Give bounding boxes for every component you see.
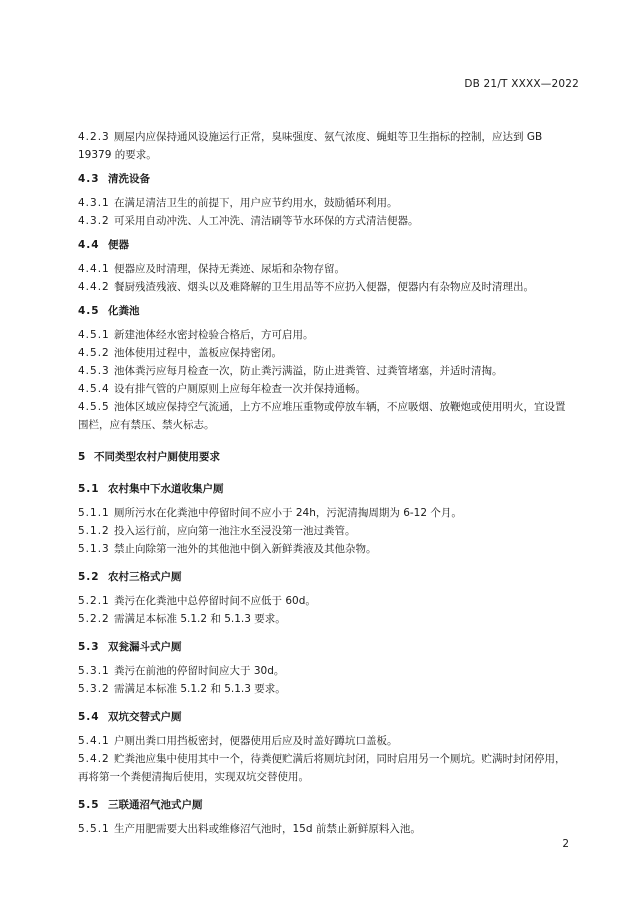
clause-text: 在满足清洁卫生的前提下，用户应节约用水，鼓励循环利用。 (114, 197, 398, 209)
clause-4-4-1 (78, 260, 573, 278)
section-title: 农村三格式户厕 (108, 571, 182, 583)
section-title: 化粪池 (108, 305, 140, 317)
section-number: 4.4 (78, 239, 100, 251)
section-number: 5.1 (78, 483, 100, 495)
clause-text: 需满足本标准 5.1.2 和 5.1.3 要求。 (114, 683, 286, 695)
clause-5-4-2 (78, 750, 573, 786)
clause-5-4-1 (78, 732, 573, 750)
clause-number: 5.2.1 (78, 595, 110, 607)
clause-text: 厕所污水在化粪池中停留时间不应小于 24h，污泥清掏周期为 6-12 个月。 (114, 507, 462, 519)
clause-number: 4.3.1 (78, 197, 110, 209)
clause-number: 5.1.1 (78, 507, 110, 519)
section-title: 双瓮漏斗式户厕 (108, 641, 182, 653)
clause-text: 可采用自动冲洗、人工冲洗、清洁刷等节水环保的方式清洁便器。 (114, 215, 419, 227)
section-5-5-heading (78, 796, 573, 814)
chapter-5-heading (78, 448, 573, 466)
clause-number: 5.4.1 (78, 735, 110, 747)
section-number: 4.3 (78, 173, 100, 185)
clause-number: 4.5.2 (78, 347, 110, 359)
clause-number: 4.5.1 (78, 329, 110, 341)
clause-number: 5.1.3 (78, 543, 110, 555)
section-title: 双坑交替式户厕 (108, 711, 182, 723)
clause-text: 需满足本标准 5.1.2 和 5.1.3 要求。 (114, 613, 286, 625)
clause-4-5-4 (78, 380, 573, 398)
clause-4-5-2 (78, 344, 573, 362)
section-title: 便器 (108, 239, 129, 251)
section-5-4-heading (78, 708, 573, 726)
clause-text: 池体使用过程中，盖板应保持密闭。 (114, 347, 282, 359)
section-5-1-heading (78, 480, 573, 498)
clause-number: 5.4.2 (78, 753, 110, 765)
clause-5-2-1 (78, 592, 573, 610)
clause-number: 5.2.2 (78, 613, 110, 625)
section-number: 5.4 (78, 711, 100, 723)
section-title: 三联通沼气池式户厕 (108, 799, 203, 811)
clause-5-1-3 (78, 540, 573, 558)
clause-text: 餐厨残渣残液、烟头以及难降解的卫生用品等不应扔入便器，便器内有杂物应及时清理出。 (114, 281, 534, 293)
section-number: 5.2 (78, 571, 100, 583)
clause-4-5-1 (78, 326, 573, 344)
section-5-2-heading (78, 568, 573, 586)
clause-4-5-5 (78, 398, 573, 434)
clause-5-3-2 (78, 680, 573, 698)
clause-5-1-2 (78, 522, 573, 540)
section-number: 5.3 (78, 641, 100, 653)
clause-5-5-1 (78, 820, 573, 838)
document-body (78, 128, 573, 838)
clause-text: 池体区域应保持空气流通，上方不应堆压重物或停放车辆，不应吸烟、放鞭炮或使用明火，宜设置围栏，应有禁压、禁火标志。 (78, 401, 566, 431)
clause-5-1-1 (78, 504, 573, 522)
clause-text: 投入运行前，应向第一池注水至浸没第一池过粪管。 (114, 525, 356, 537)
clause-number: 4.4.1 (78, 263, 110, 275)
clause-number: 4.4.2 (78, 281, 110, 293)
clause-text: 禁止向除第一池外的其他池中倒入新鲜粪液及其他杂物。 (114, 543, 377, 555)
clause-text: 户厕出粪口用挡板密封，便器使用后应及时盖好蹲坑口盖板。 (114, 735, 398, 747)
clause-5-3-1 (78, 662, 573, 680)
clause-text: 粪污在化粪池中总停留时间不应低于 60d。 (114, 595, 316, 607)
clause-text: 粪污在前池的停留时间应大于 30d。 (114, 665, 285, 677)
clause-4-3-1 (78, 194, 573, 212)
section-4-4-heading (78, 236, 573, 254)
chapter-number: 5 (78, 451, 87, 463)
section-title: 农村集中下水道收集户厕 (108, 483, 224, 495)
clause-text: 设有排气管的户厕原则上应每年检查一次并保持通畅。 (114, 383, 366, 395)
section-number: 5.5 (78, 799, 100, 811)
clause-number: 4.2.3 (78, 131, 110, 143)
clause-number: 5.5.1 (78, 823, 110, 835)
clause-text: 新建池体经水密封检验合格后，方可启用。 (114, 329, 314, 341)
clause-number: 5.1.2 (78, 525, 110, 537)
clause-number: 4.5.3 (78, 365, 110, 377)
clause-4-4-2 (78, 278, 573, 296)
clause-5-2-2 (78, 610, 573, 628)
clause-4-2-3 (78, 128, 573, 164)
section-4-5-heading (78, 302, 573, 320)
clause-number: 5.3.2 (78, 683, 110, 695)
clause-number: 5.3.1 (78, 665, 110, 677)
clause-number: 4.3.2 (78, 215, 110, 227)
section-title: 清洗设备 (108, 173, 150, 185)
clause-text: 池体粪污应每月检查一次，防止粪污满溢，防止进粪管、过粪管堵塞，并适时清掏。 (114, 365, 503, 377)
clause-text: 贮粪池应集中使用其中一个，待粪便贮满后将厕坑封闭，同时启用另一个厕坑。贮满时封闭停用，再将第一个粪便清掏后使用，实现双坑交替使用。 (78, 753, 566, 783)
clause-text: 厕屋内应保持通风设施运行正常，臭味强度、氨气浓度、蝇蛆等卫生指标的控制，应达到 GB 19379 的要求。 (78, 131, 543, 161)
clause-number: 4.5.5 (78, 401, 110, 413)
section-number: 4.5 (78, 305, 100, 317)
page-number: 2 (562, 838, 569, 850)
clause-4-5-3 (78, 362, 573, 380)
section-4-3-heading (78, 170, 573, 188)
clause-number: 4.5.4 (78, 383, 110, 395)
chapter-title: 不同类型农村户厕使用要求 (94, 451, 220, 463)
document-code: DB 21/T XXXX—2022 (464, 78, 579, 90)
section-5-3-heading (78, 638, 573, 656)
clause-4-3-2 (78, 212, 573, 230)
clause-text: 生产用肥需要大出料或维修沼气池时，15d 前禁止新鲜原料入池。 (114, 823, 421, 835)
clause-text: 便器应及时清理，保持无粪迹、尿垢和杂物存留。 (114, 263, 345, 275)
